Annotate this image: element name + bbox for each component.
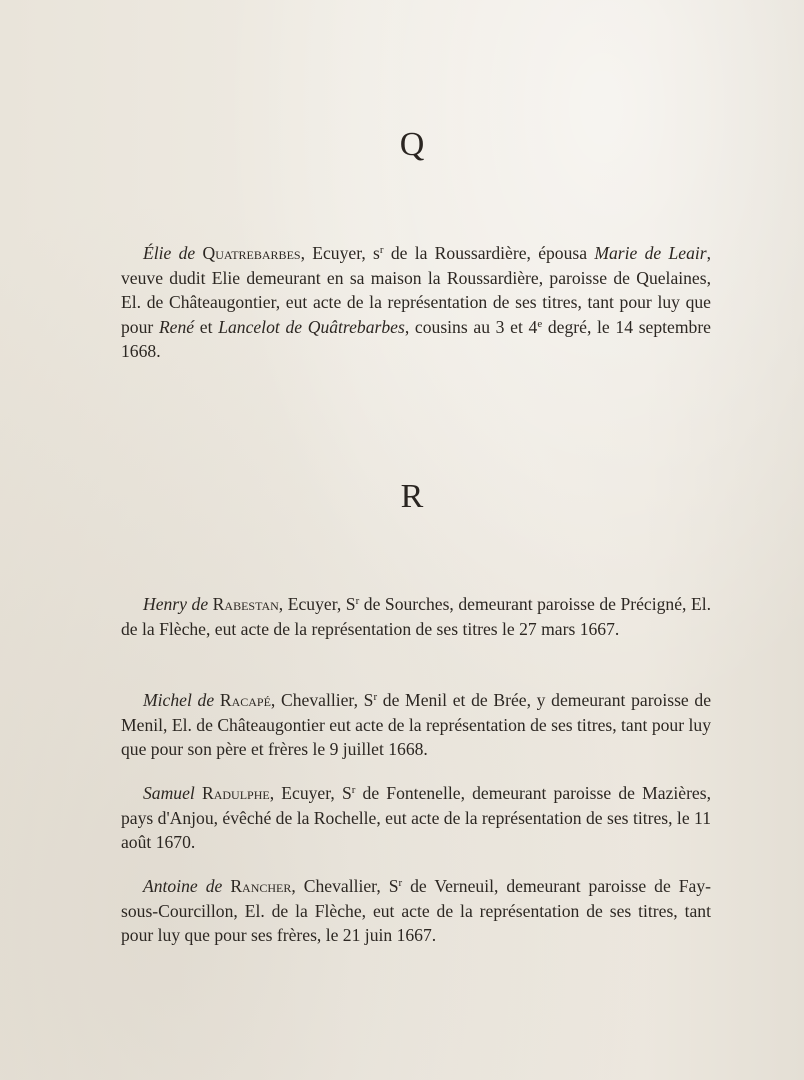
entry-paragraph: [121, 781, 711, 855]
entry-relative: Lancelot de Quâtrebarbes: [218, 316, 405, 337]
entry-racape: [121, 688, 711, 762]
entry-quatrebarbes: [121, 241, 711, 364]
section-heading-q: Q: [399, 126, 425, 163]
entry-particle: de: [178, 243, 196, 263]
entry-seigneur-sup: r: [379, 244, 384, 256]
entry-seigneur-sup: r: [398, 877, 403, 889]
entry-relative: René: [158, 316, 195, 337]
entry-text: de Verneuil, demeurant paroisse de Fay-sous-Courcillon, El. de la Flèche, eut acte de la représentation de ses titres, tant pour luy que pour ses frères, le 21 juin 1667.: [121, 876, 712, 946]
entry-surname: Rancher: [230, 876, 292, 896]
entry-particle: de: [191, 594, 209, 614]
entry-degree-sup: e: [537, 317, 543, 330]
entry-paragraph: [121, 874, 711, 948]
entry-given-name: Henry: [143, 594, 187, 614]
entry-seigneur-sup: r: [355, 595, 360, 607]
entry-rabestan: [121, 592, 711, 641]
entry-particle: de: [205, 876, 223, 896]
entry-title: , Ecuyer,: [269, 783, 342, 803]
entry-text: , cousins au 3 et 4: [404, 316, 538, 337]
entry-title: , Chevallier,: [291, 876, 389, 896]
entry-surname: Racapé: [219, 690, 271, 710]
entry-seigneur-sup: r: [373, 691, 378, 703]
entry-given-name: Samuel: [143, 783, 195, 803]
entry-title: , Chevallier,: [270, 690, 364, 710]
entry-seigneur-abbrev: S: [345, 594, 356, 614]
entry-paragraph: [121, 688, 711, 762]
entry-surname: Radulphe: [201, 783, 270, 803]
entry-radulphe: [121, 781, 711, 855]
entry-spouse: Marie de Leair: [594, 243, 707, 263]
entry-text: et: [194, 316, 219, 337]
entry-given-name: Élie: [143, 243, 172, 263]
entry-seigneur-sup: r: [351, 784, 356, 796]
entry-text: de Menil et de Brée, y demeurant paroisse de Menil, El. de Châteaugontier eut acte de la représentation de ses titres, tant pour luy que pour son père et frères le 9 juillet 1668.: [121, 690, 712, 760]
entry-rancher: [121, 874, 711, 948]
entry-text: degré, le 14 septembre 1668.: [121, 316, 711, 362]
entry-seigneur-abbrev: S: [341, 783, 352, 803]
entry-paragraph: [121, 592, 711, 641]
entry-given-name: Antoine: [143, 876, 198, 896]
entry-text: de Fontenelle, demeurant paroisse de Mazières, pays d'Anjou, évêché de la Rochelle, eut acte de la représentation de ses titres, le 11 août 1670.: [121, 783, 711, 853]
entry-title: , Ecuyer,: [278, 594, 346, 614]
entry-seigneur-abbrev: S: [388, 876, 399, 896]
entry-text: de Sourches, demeurant paroisse de Précigné, El. de la Flèche, eut acte de la représentation de ses titres le 27 mars 1667.: [121, 594, 711, 639]
entry-title: , Ecuyer,: [300, 243, 374, 263]
entry-text: de la Roussardière, épousa: [383, 243, 595, 263]
section-heading-r: R: [400, 478, 424, 515]
entry-seigneur-abbrev: s: [373, 243, 380, 263]
entry-particle: de: [197, 690, 215, 710]
entry-surname: Rabestan: [212, 594, 279, 614]
entry-seigneur-abbrev: S: [363, 690, 374, 710]
entry-given-name: Michel: [143, 690, 192, 710]
entry-paragraph: [121, 241, 711, 364]
entry-surname: Quatrebarbes: [202, 243, 301, 263]
entry-text: , veuve dudit Elie demeurant en sa maison la Roussardière, paroisse de Quelaines, El. de Châteaugontier, eut acte de la représentation de ses titres, tant pour luy que pour: [121, 243, 712, 337]
